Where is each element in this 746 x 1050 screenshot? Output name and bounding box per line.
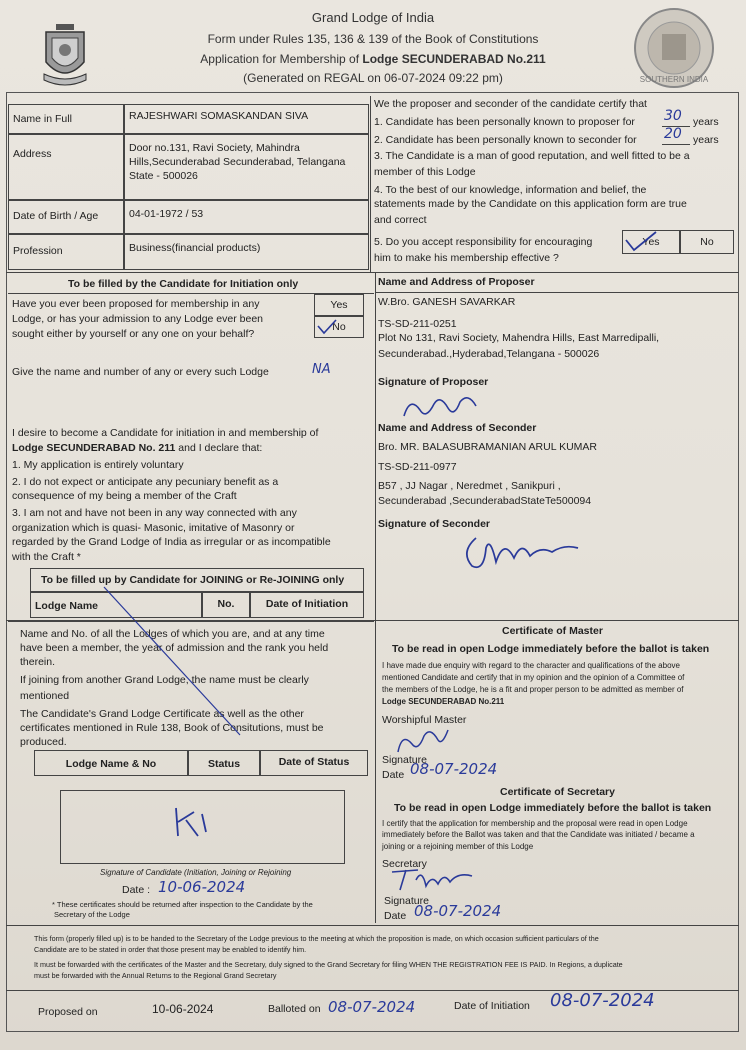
certify-5a: 5. Do you accept responsibility for encouraging [374, 236, 593, 248]
seconder-id: TS-SD-211-0977 [378, 461, 457, 473]
secretary-text2: immediately before the Ballot was taken and that the Candidate was initiated / became a [382, 830, 695, 839]
joining-title: To be filled up by Candidate for JOINING or Re-JOINING only [30, 568, 364, 592]
initiation-title: To be filled by the Candidate for Initiation only [68, 278, 299, 290]
certify-3b: member of this Lodge [374, 166, 476, 178]
status-col-status: Status [188, 750, 260, 776]
secretary-date-value: 08-07-2024 [414, 902, 502, 920]
decl-3c: regarded by the Grand Lodge of India as irregular or as incompatible [12, 536, 331, 548]
signature-caption: Signature of Candidate (Initiation, Joining or Rejoining [100, 868, 292, 877]
footer-f1b: Candidate are to be stated in order that those present may be enabled to identify him. [34, 945, 307, 954]
status-col-lodge: Lodge Name & No [34, 750, 188, 776]
years-label-2: years [693, 134, 719, 146]
certify-1: 1. Candidate has been personally known to proposer for [374, 116, 635, 128]
proposed-on-value: 10-06-2024 [152, 1002, 214, 1016]
name-label: Name in Full [8, 104, 124, 134]
encourage-no-checkbox[interactable]: No [680, 230, 734, 254]
dob-label: Date of Birth / Age [8, 200, 124, 234]
initiation-q2: Give the name and number of any or every such Lodge [12, 366, 269, 378]
proposer-years-value: 30 [664, 108, 682, 124]
proposer-addr1: Plot No 131, Ravi Society, Mahendra Hills, East Marredipalli, [378, 332, 660, 344]
seconder-addr2: Secunderabad ,SecunderabadStateTe500094 [378, 495, 592, 507]
secretary-title: Certificate of Secretary [500, 786, 615, 798]
seconder-sig-label: Signature of Seconder [378, 518, 491, 530]
joining-p1c: therein. [20, 656, 56, 668]
org-title: Grand Lodge of India [311, 10, 435, 25]
seconder-signature-icon [456, 528, 586, 576]
note-a: * These certificates should be returned after inspection to the Candidate by the [52, 900, 313, 909]
master-title: Certificate of Master [502, 625, 603, 637]
decl-a: I desire to become a Candidate for initiation in and membership of [12, 427, 319, 439]
balloted-on-value: 08-07-2024 [328, 998, 416, 1016]
candidate-date-label: Date : [122, 884, 151, 896]
master-text3: the members of the Lodge, he is a fit and proper person to be admitted as member of [382, 685, 684, 694]
candidate-signature-icon [168, 802, 218, 842]
secretary-subtitle: To be read in open Lodge immediately before the ballot is taken [394, 802, 712, 814]
address-label: Address [8, 134, 124, 200]
decl-1: 1. My application is entirely voluntary [12, 459, 184, 471]
dob-value: 04-01-1972 / 53 [124, 200, 369, 234]
decl-3a: 3. I am not and have not been in any way connected with any [12, 507, 297, 519]
secretary-text3: joining or a rejoining member of this Lodge [382, 842, 534, 851]
decl-2b: consequence of my being a member of the Craft [12, 490, 237, 502]
certify-4b: statements made by the Candidate on this application form are true [374, 198, 687, 210]
joining-p2b: mentioned [20, 690, 70, 702]
proposer-id: TS-SD-211-0251 [378, 318, 457, 330]
joining-p2a: If joining from another Grand Lodge, the name must be clearly [20, 674, 309, 686]
seconder-years-value: 20 [664, 126, 682, 142]
certify-3a: 3. The Candidate is a man of good reputation, and well fitted to be a [374, 150, 690, 162]
certify-4a: 4. To the best of our knowledge, information and belief, the [374, 184, 647, 196]
secretary-signature-icon [388, 864, 478, 894]
joining-p3c: produced. [20, 736, 67, 748]
profession-value: Business(financial products) [124, 234, 369, 270]
certify-5b: him to make his membership effective ? [374, 252, 559, 264]
note-b: Secretary of the Lodge [54, 910, 130, 919]
master-wm-label: Worshipful Master [382, 714, 467, 726]
certify-intro: We the proposer and seconder of the candidate certify that [374, 98, 647, 110]
proposer-title: Name and Address of Proposer [378, 276, 535, 288]
master-sig-label: Signature [382, 754, 427, 766]
application-line: Application for Membership of Lodge SECUNDERABAD No.211 [200, 52, 546, 66]
balloted-on-label: Balloted on [268, 1003, 321, 1015]
proposer-addr2: Secunderabad.,Hyderabad,Telangana - 500026 [378, 348, 600, 360]
initiation-q1a: Have you ever been proposed for membership in any [12, 298, 260, 310]
secretary-sec-label: Secretary [382, 858, 427, 870]
decl-3d: with the Craft * [12, 551, 81, 563]
secretary-text1: I certify that the application for membership and the proposal were read in open Lodge [382, 819, 688, 828]
decl-b: Lodge SECUNDERABAD No. 211 and I declare that: [12, 442, 263, 454]
master-date-label: Date [382, 769, 405, 781]
proposer-name: W.Bro. GANESH SAVARKAR [378, 296, 516, 308]
master-subtitle: To be read in open Lodge immediately before the ballot is taken [392, 643, 710, 655]
footer-f2a: It must be forwarded with the certificates of the Master and the Secretary, duly signed to the Grand Secretary for filing WHEN THE REGISTRATION FEE IS PAID. In Regions, a duplicate [34, 960, 623, 969]
proposed-before-no-checkbox[interactable]: No [314, 316, 364, 338]
decl-3b: organization which is quasi- Masonic, imitative of Masonry or [12, 522, 295, 534]
master-text2: mentioned Candidate and certify that in my opinion and the opinion of a Committee of [382, 673, 685, 682]
initiation-date-value: 08-07-2024 [550, 990, 655, 1011]
years-label-1: years [693, 116, 719, 128]
certify-2: 2. Candidate has been personally known to seconder for [374, 134, 637, 146]
encourage-yes-checkbox[interactable]: Yes [622, 230, 680, 254]
joining-p1a: Name and No. of all the Lodges of which you are, and at any time [20, 628, 325, 640]
joining-col-no: No. [202, 592, 250, 618]
profession-label: Profession [8, 234, 124, 270]
master-signature-icon [392, 722, 452, 758]
seal-text: SOUTHERN INDIA [639, 75, 709, 84]
footer-f2b: must be forwarded with the Annual Returns to the Regional Grand Secretary [34, 971, 277, 980]
proposer-sig-label: Signature of Proposer [378, 376, 489, 388]
joining-p1b: have been a member, the year of admission and the rank you held [20, 642, 329, 654]
certify-4c: and correct [374, 214, 427, 226]
generated-line: (Generated on REGAL on 06-07-2024 09:22 pm) [243, 71, 503, 85]
seconder-addr1: B57 , JJ Nagar , Neredmet , Sanikpuri , [378, 480, 561, 492]
secretary-sig-label: Signature [384, 895, 429, 907]
seconder-title: Name and Address of Seconder [378, 422, 537, 434]
initiation-q1b: Lodge, or has your admission to any Lodge ever been [12, 313, 264, 325]
status-col-date: Date of Status [260, 750, 368, 776]
master-date-value: 08-07-2024 [410, 760, 498, 778]
candidate-date-value: 10-06-2024 [158, 878, 246, 896]
joining-col-date: Date of Initiation [250, 592, 364, 618]
footer-f1a: This form (properly filled up) is to be handed to the Secretary of the Lodge previous to the meeting at which the proposition is made, on which occasion sufficient particulars of the [34, 934, 599, 943]
joining-p3a: The Candidate's Grand Lodge Certificate as well as the other [20, 708, 304, 720]
tick-mark-icon [620, 228, 660, 254]
strike-line [100, 585, 250, 745]
initiation-date-label: Date of Initiation [454, 1000, 530, 1012]
master-text4: Lodge SECUNDERABAD No.211 [382, 697, 505, 706]
proposed-before-yes-checkbox[interactable]: Yes [314, 294, 364, 316]
rules-line: Form under Rules 135, 136 & 139 of the Book of Constitutions [207, 32, 539, 46]
lodge-answer-value: NA [312, 362, 331, 377]
seconder-name: Bro. MR. BALASUBRAMANIAN ARUL KUMAR [378, 441, 597, 453]
joining-col-lodge-name: Lodge Name [30, 592, 202, 618]
joining-p3b: certificates mentioned in Rule 138, Book of Consitutions, must be [20, 722, 324, 734]
proposed-on-label: Proposed on [38, 1006, 98, 1018]
master-text1: I have made due enquiry with regard to the character and qualifications of the above [382, 661, 680, 670]
address-value: Door no.131, Ravi Society, Mahindra Hills,Secunderabad Secunderabad, Telangana State - 500026 [124, 134, 369, 200]
name-value: RAJESHWARI SOMASKANDAN SIVA [124, 104, 369, 134]
tick-mark-icon [316, 318, 338, 336]
initiation-q1c: sought either by yourself or any one on your behalf? [12, 328, 255, 340]
decl-2a: 2. I do not expect or anticipate any pecuniary benefit as a [12, 476, 279, 488]
secretary-date-label: Date [384, 910, 407, 922]
